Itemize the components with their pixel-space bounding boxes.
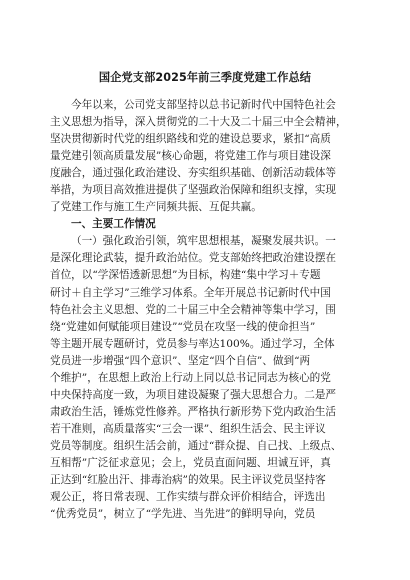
body-line: 研讨＋自主学习”三维学习体系。全年开展总书记新时代中国 (50, 286, 331, 299)
document-title: 国企党支部2025年前三季度党建工作总结 (98, 71, 312, 84)
body-line: 党员等制度。组织生活会前，通过“群众提、自己找、上级点、 (50, 439, 342, 452)
intro-line: 今年以来，公司党支部坚持以总书记新时代中国特色社会 (71, 99, 336, 111)
body-paragraph (50, 233, 360, 523)
body-line: 特色社会主义思想、党的二十届三中全会精神等集中学习，围 (50, 303, 337, 316)
body-line: 观公正，将日常表现、工作实绩与群众评价相结合，评选出 (50, 491, 326, 504)
intro-paragraph (50, 97, 360, 216)
intro-line: 了党建工作与施工生产同频共振、互促共赢。 (50, 201, 262, 214)
body-line: 中央保持高度一致，为项目建设凝聚了强大思想合力。二是严 (50, 388, 337, 401)
body-line: 党员进一步增强“四个意识”、坚定“四个自信”、做到“两 (50, 354, 311, 367)
body-line: 绕“党建如何赋能项目建设”“党员在攻坚一线的使命担当” (50, 320, 316, 333)
section-heading: 一、主要工作情况 (71, 218, 156, 231)
body-line: “优秀党员”，树立了“学先进、当先进”的鲜明导向，党员 (50, 508, 316, 521)
intro-line: 主义思想为指导，深入贯彻党的二十大及二十届三中全会精神， (50, 116, 347, 129)
body-line: 等主题开展专题研讨，党员参与率达100%。通过学习，全体 (50, 337, 335, 350)
body-line: 若干准则，高质量落实“三会一课”、组织生活会、民主评议 (50, 422, 326, 435)
intro-line: 坚决贯彻新时代党的组织路线和党的建设总要求，紧扣“高质 (50, 133, 331, 146)
intro-line: 度融合，通过强化政治建设、夯实组织基础、创新活动载体等 (50, 167, 337, 180)
body-line: 是深化理论武装，提升政治站位。党支部始终把政治建设摆在 (50, 252, 337, 265)
body-line: 正达到“红脸出汗、排毒治病”的效果。民主评议党员坚持客 (50, 474, 326, 487)
body-line: 互相帮”广泛征求意见；会上，党员直面问题、坦诚互评，真 (50, 456, 331, 469)
body-line: （一）强化政治引领，筑牢思想根基，凝聚发展共识。一 (71, 235, 336, 248)
intro-line: 量党建引领高质量发展”核心命题，将党建工作与项目建设深 (50, 150, 331, 163)
body-line: 肃政治生活，锤炼党性修养。严格执行新形势下党内政治生活 (50, 405, 337, 418)
body-line: 首位，以“学深悟透新思想”为目标，构建“集中学习＋专题 (50, 269, 321, 282)
intro-line: 举措，为项目高效推进提供了坚强政治保障和组织支撑，实现 (50, 184, 337, 197)
body-line: 个维护”，在思想上政治上行动上同以总书记同志为核心的党 (50, 371, 331, 384)
